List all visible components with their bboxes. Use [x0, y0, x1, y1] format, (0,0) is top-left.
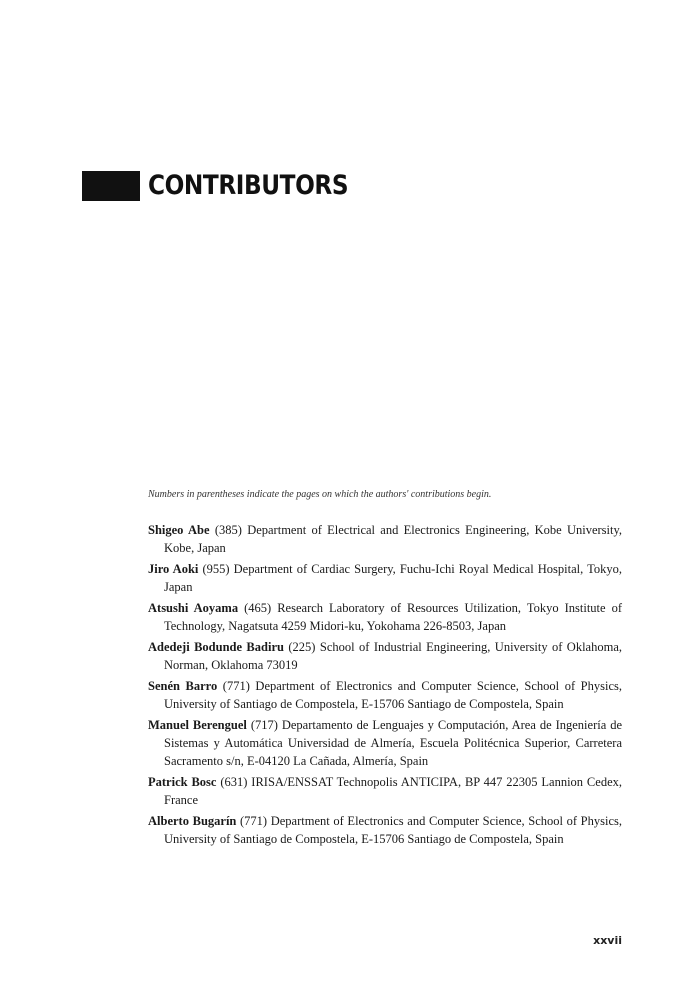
- contributor-entry: [148, 677, 622, 713]
- section-heading: [82, 170, 381, 201]
- contributor-name: Patrick Bosc: [148, 775, 217, 789]
- contributor-name: Jiro Aoki: [148, 562, 199, 576]
- heading-bar-decoration: [82, 171, 140, 201]
- contributor-entry: [148, 521, 622, 557]
- contributors-list: [148, 521, 622, 851]
- contributor-name: Senén Barro: [148, 679, 218, 693]
- contributor-entry: [148, 812, 622, 848]
- contributor-name: Manuel Berenguel: [148, 718, 247, 732]
- contributor-pages: (771): [222, 679, 250, 693]
- contributor-affiliation: IRISA/ENSSAT Technopolis ANTICIPA, BP 447 22305 Lannion Cedex, France: [164, 775, 622, 807]
- contributors-note: Numbers in parentheses indicate the pages on which the authors' contributions begin.: [148, 489, 492, 500]
- contributor-entry: [148, 638, 622, 674]
- contributor-pages: (631): [220, 775, 248, 789]
- contributor-pages: (717): [250, 718, 278, 732]
- contributor-affiliation: Department of Electrical and Electronics Engineering, Kobe University, Kobe, Japan: [164, 523, 623, 555]
- contributor-pages: (225): [288, 640, 316, 654]
- contributor-entry: [148, 773, 622, 809]
- contributor-pages: (771): [240, 814, 268, 828]
- contributor-entry: [148, 716, 622, 770]
- contributor-pages: (955): [202, 562, 230, 576]
- contributor-entry: [148, 560, 622, 596]
- contributor-name: Atsushi Aoyama: [148, 601, 239, 615]
- contributor-affiliation: Department of Electronics and Computer Science, School of Physics, University of Santiago de Compostela, E-15706 Santiago de Compostela, Spain: [164, 814, 622, 846]
- page-number: xxvii: [593, 934, 622, 947]
- contributor-affiliation: Department of Electronics and Computer Science, School of Physics, University of Santiago de Compostela, E-15706 Santiago de Compostela, Spain: [164, 679, 623, 711]
- contributor-name: Adedeji Bodunde Badiru: [148, 640, 284, 654]
- contributor-entry: [148, 599, 622, 635]
- contributor-pages: (465): [244, 601, 272, 615]
- contributor-affiliation: Department of Cardiac Surgery, Fuchu-Ichi Royal Medical Hospital, Tokyo, Japan: [164, 562, 622, 594]
- contributor-affiliation: School of Industrial Engineering, University of Oklahoma, Norman, Oklahoma 73019: [164, 640, 623, 672]
- contributor-name: Alberto Bugarín: [148, 814, 237, 828]
- contributor-affiliation: Research Laboratory of Resources Utilization, Tokyo Institute of Technology, Nagatsuta 4259 Midori-ku, Yokohama 226-8503, Japan: [164, 601, 623, 633]
- page-title: CONTRIBUTORS: [148, 170, 349, 201]
- contributor-pages: (385): [214, 523, 242, 537]
- contributor-name: Shigeo Abe: [148, 523, 210, 537]
- contributor-affiliation: Departamento de Lenguajes y Computación, Area de Ingeniería de Sistemas y Automática Universidad de Almería, Escuela Politécnica Superior, Carretera Sacramento s/n, E-04120 La Cañada, Almería, Spain: [164, 718, 622, 768]
